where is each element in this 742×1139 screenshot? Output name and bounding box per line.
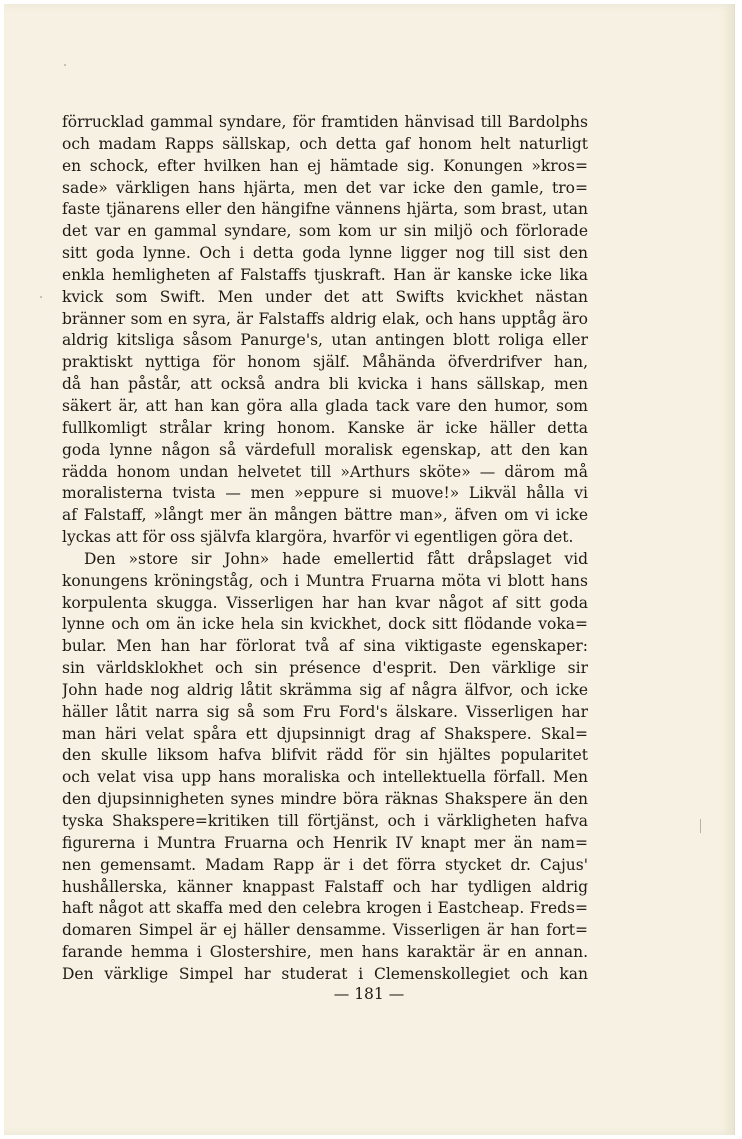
text-line: det var en gammal syndare, som kom ur sin miljö och förlorade: [62, 222, 588, 241]
text-line: fullkomligt strålar kring honom. Kanske är icke häller detta: [62, 418, 588, 437]
text-line: häller låtit narra sig så som Fru Ford's älskare. Visserligen har: [62, 702, 588, 721]
page-number: — 181 —: [333, 985, 405, 1003]
text-line: domaren Simpel är ej häller densamme. Visserligen är han fort=: [62, 921, 588, 940]
text-line: Den »store sir John» hade emellertid fått dråpslaget vid: [84, 549, 588, 568]
text-line: bränner som en syra, är Falstaffs aldrig elak, och hans upptåg äro: [62, 309, 588, 328]
text-line: konungens kröningståg, och i Muntra Fruarna möta vi blott hans: [62, 571, 588, 590]
text-line: sitt goda lynne. Och i detta goda lynne ligger nog till sist den: [62, 244, 588, 263]
text-line: John hade nog aldrig låtit skrämma sig af några älfvor, och icke: [62, 680, 588, 699]
text-line: rädda honom undan helvetet till »Arthurs sköte» — därom må: [62, 462, 588, 481]
text-line: nen gemensamt. Madam Rapp är i det förra stycket dr. Cajus': [62, 855, 588, 874]
text-line: då han påstår, att också andra bli kvicka i hans sällskap, men: [62, 375, 588, 394]
paper-speck: [64, 64, 66, 66]
text-line: förrucklad gammal syndare, för framtiden hänvisad till Bardolphs: [62, 113, 588, 131]
text-line: bular. Men han har förlorat två af sina viktigaste egenskaper:: [62, 637, 588, 656]
body-text: [62, 112, 588, 986]
text-line: säkert är, att han kan göra alla glada tack vare den humor, som: [62, 396, 588, 415]
book-page: [4, 4, 735, 1135]
text-line: tyska Shakspere=kritiken till förtjänst, och i värkligheten hafva: [62, 812, 588, 830]
text-line: faste tjänarens eller den hängifne vännens hjärta, som brast, utan: [62, 200, 588, 219]
text-line: lyckas att för oss självfa klargöra, hvarför vi egentligen göra det.: [62, 528, 574, 547]
text-line: Den värklige Simpel har studerat i Clemenskollegiet och kan: [62, 964, 588, 983]
text-line: den djupsinnigheten synes mindre böra räknas Shakspere än den: [62, 790, 588, 809]
text-line: den skulle liksom hafva blifvit rädd för sin hjältes popularitet: [62, 746, 588, 765]
paper-speck: [700, 819, 701, 833]
text-line: praktiskt nyttiga för honom själf. Måhända öfverdrifver han,: [62, 353, 588, 372]
text-line: lynne och om än icke hela sin kvickhet, dock sitt flödande voka=: [62, 615, 588, 634]
text-line: och madam Rapps sällskap, och detta gaf honom helt naturligt: [62, 134, 588, 153]
text-line: hushållerska, känner knappast Falstaff och har tydligen aldrig: [62, 877, 588, 896]
text-line: figurerna i Muntra Fruarna och Henrik IV knapt mer än nam=: [62, 833, 588, 852]
text-line: man häri velat spåra ett djupsinnigt drag af Shakspere. Skal=: [62, 724, 588, 743]
text-line: goda lynne någon så värdefull moralisk egenskap, att den kan: [62, 440, 588, 459]
text-line: aldrig kitsliga såsom Panurge's, utan antingen blott roliga eller: [62, 331, 588, 350]
text-line: kvick som Swift. Men under det att Swifts kvickhet nästan: [62, 287, 588, 306]
text-line: sade» värkligen hans hjärta, men det var icke den gamle, tro=: [62, 178, 588, 197]
text-line: en schock, efter hvilken han ej hämtade sig. Konungen »kros=: [62, 156, 588, 175]
text-line: enkla hemligheten af Falstaffs tjuskraft. Han är kanske icke lika: [62, 265, 588, 284]
text-line: sin världsklokhet och sin présence d'esprit. Den värklige sir: [62, 659, 588, 678]
paper-speck: [40, 296, 42, 298]
text-line: farande hemma i Glostershire, men hans karaktär är en annan.: [62, 943, 588, 962]
text-line: korpulenta skugga. Visserligen har han kvar något af sitt goda: [62, 593, 588, 612]
text-line: af Falstaff, »långt mer än mången bättre man», äfven om vi icke: [62, 506, 588, 525]
text-line: moralisterna tvista — men »eppure si muove!» Likväl hålla vi: [62, 484, 588, 503]
text-line: haft något att skaffa med den celebra krogen i Eastcheap. Freds=: [62, 899, 588, 918]
text-line: och velat visa upp hans moraliska och intellektuella förfall. Men: [62, 768, 588, 787]
